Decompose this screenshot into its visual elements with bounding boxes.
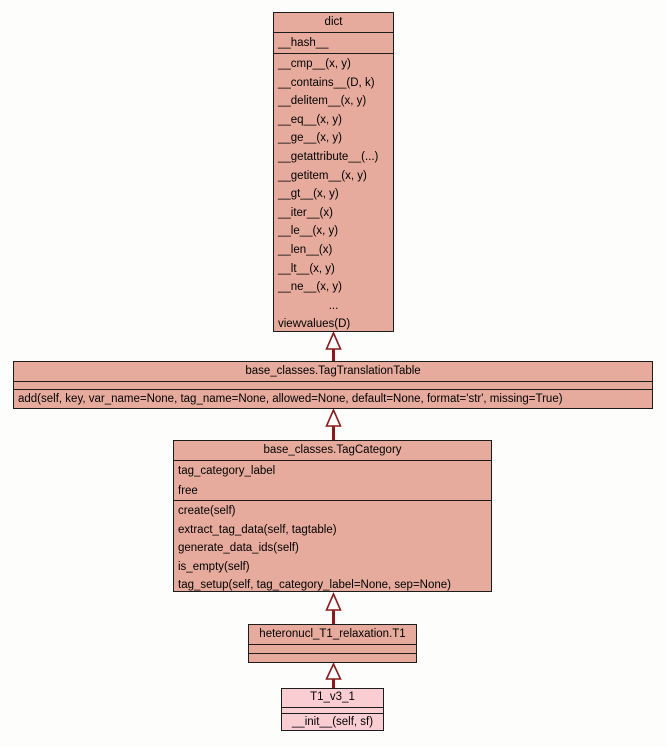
methods-compartment — [174, 500, 491, 593]
attributes-compartment — [274, 32, 393, 53]
class-method: __delitem__(x, y) — [278, 95, 367, 108]
class-name: base_classes.TagTranslationTable — [245, 365, 421, 377]
class-method: __getitem__(x, y) — [278, 169, 367, 182]
class-attribute: __hash__ — [278, 37, 329, 49]
class-method: __gt__(x, y) — [278, 188, 339, 201]
class-method: create(self) — [178, 505, 236, 517]
class-method: __iter__(x) — [278, 206, 333, 219]
class-method: __lt__(x, y) — [278, 262, 335, 275]
class-box-heteronucl-t1-relaxation-t1 — [248, 624, 417, 663]
class-name: base_classes.TagCategory — [263, 444, 402, 456]
class-name: dict — [324, 16, 343, 28]
class-method: extract_tag_data(self, tagtable) — [178, 523, 337, 536]
class-method: __init__(self, sf) — [291, 716, 374, 728]
methods-compartment — [14, 389, 652, 410]
ellipsis-row: ... — [328, 299, 339, 312]
class-method: __eq__(x, y) — [278, 113, 342, 126]
class-method: __getattribute__(...) — [278, 150, 379, 163]
class-box-tagcategory — [173, 440, 492, 592]
inheritance-arrow-tagtranslationtable-to-dict — [327, 333, 341, 361]
methods-compartment-empty — [249, 653, 416, 662]
attributes-compartment — [174, 460, 491, 500]
class-method: __len__(x) — [278, 243, 333, 256]
class-method: viewvalues(D) — [278, 318, 351, 331]
hollow-triangle-icon — [327, 664, 341, 679]
class-method: __cmp__(x, y) — [278, 58, 351, 70]
hollow-triangle-icon — [327, 594, 341, 610]
inheritance-arrow-t1-to-tagcategory — [327, 594, 341, 624]
class-method: add(self, key, var_name=None, tag_name=None, allowed=None, default=None, format='str', missing=True) — [18, 393, 563, 405]
attributes-compartment-empty — [14, 381, 652, 389]
class-name: heteronucl_T1_relaxation.T1 — [259, 628, 406, 640]
class-method: __le__(x, y) — [278, 225, 339, 238]
inheritance-arrow-tagcategory-to-tagtranslationtable — [327, 410, 341, 440]
class-method: is_empty(self) — [178, 560, 250, 573]
class-box-t1-v3-1 — [281, 688, 384, 731]
class-method: __ne__(x, y) — [278, 281, 342, 294]
class-attribute: free — [178, 485, 198, 497]
class-method: tag_setup(self, tag_category_label=None, sep=None) — [178, 579, 451, 591]
class-box-dict — [273, 12, 394, 332]
class-method: __contains__(D, k) — [278, 76, 375, 89]
inheritance-arrow-t1v31-to-t1 — [327, 664, 341, 688]
hollow-triangle-icon — [327, 333, 341, 349]
hollow-triangle-icon — [327, 410, 341, 426]
methods-compartment — [274, 53, 393, 333]
class-method: generate_data_ids(self) — [178, 542, 299, 554]
class-method: __ge__(x, y) — [278, 132, 342, 145]
class-name: T1_v3_1 — [310, 691, 355, 703]
methods-compartment — [282, 713, 383, 730]
class-attribute: tag_category_label — [178, 465, 276, 477]
attributes-compartment-empty — [249, 644, 416, 653]
class-box-tagtranslationtable — [13, 361, 653, 409]
